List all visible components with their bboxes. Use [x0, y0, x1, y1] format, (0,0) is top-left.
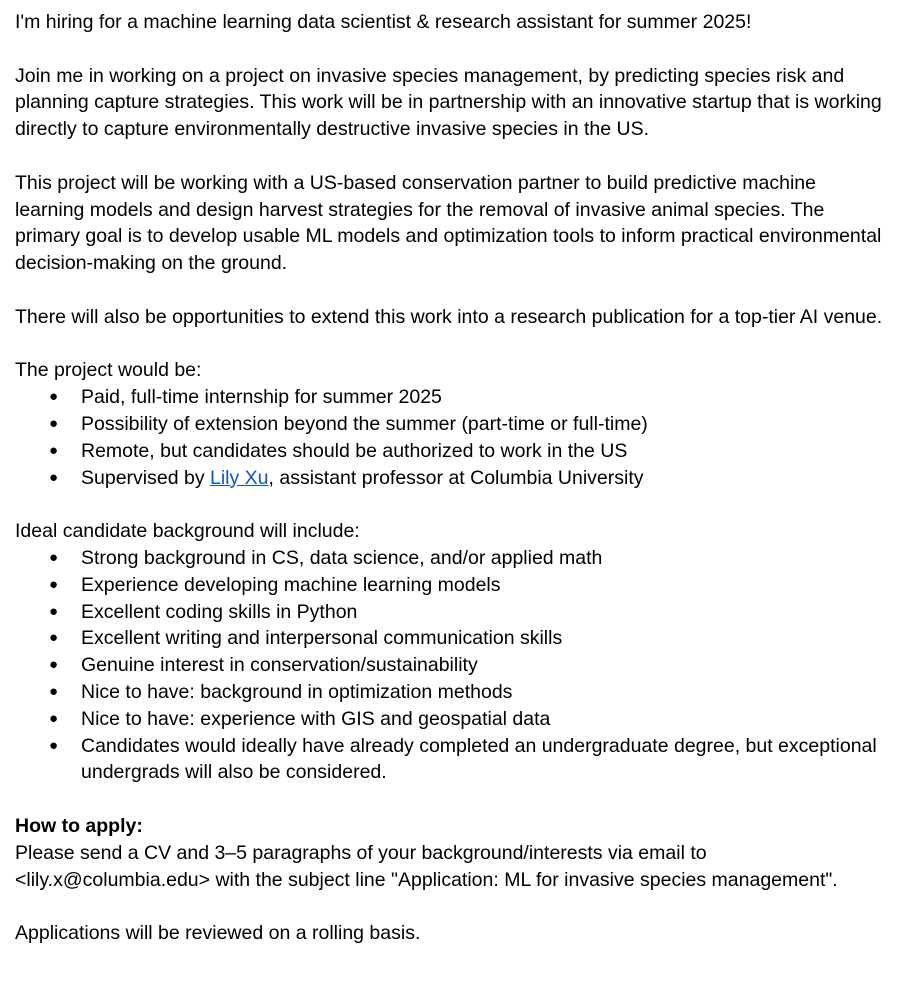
intro-text: I'm hiring for a machine learning data scientist & research assistant for summer 2025! [15, 11, 752, 33]
candidate-list-item: ● Excellent writing and interpersonal communication skills [15, 625, 887, 652]
candidate-list-item: ● Nice to have: background in optimization methods [15, 679, 887, 706]
project-list-item: ● Possibility of extension beyond the summer (part-time or full-time) [15, 411, 887, 438]
supervised-suffix: , assistant professor at Columbia University [268, 466, 644, 489]
publication-paragraph: There will also be opportunities to extend this work into a research publication for a top-tier AI venue. [15, 305, 883, 328]
closing-text: Applications will be reviewed on a rolling basis. [15, 922, 421, 945]
candidate-list-item: ● Excellent coding skills in Python [15, 599, 887, 626]
supervisor-link[interactable]: Lily Xu [210, 466, 269, 489]
paragraph-gap [15, 893, 887, 920]
candidate-list-item: ● Genuine interest in conservation/sustainability [15, 652, 887, 679]
candidate-list-item: ● Nice to have: experience with GIS and geospatial data [15, 706, 887, 733]
project-list [15, 384, 887, 491]
candidate-list-item: ● Candidates would ideally have already completed an undergraduate degree, but exceptional undergrads will also be considered. [15, 733, 887, 787]
apply-instructions-line2: <lily.x@columbia.edu> with the subject line "Application: ML for invasive species management". [15, 868, 838, 891]
project-description-paragraph: Join me in working on a project on invasive species management, by predicting species risk and planning capture strategies. This work will be in partnership with an innovative startup that is working directly to capture environmentally destructive invasive species in the US. [15, 64, 882, 141]
paragraph-gap [15, 331, 887, 358]
paragraph-gap [15, 143, 887, 170]
project-heading: The project would be: [15, 359, 202, 382]
apply-instructions-line1: Please send a CV and 3–5 paragraphs of your background/interests via email to [15, 841, 707, 864]
project-list-item-supervisor [15, 465, 887, 492]
candidate-list-item: ● Experience developing machine learning models [15, 572, 887, 599]
paragraph-gap [15, 786, 887, 813]
paragraph-gap [15, 36, 887, 63]
project-list-item: ● Paid, full-time internship for summer 2025 [15, 384, 887, 411]
candidate-list [15, 545, 887, 786]
project-list-item: ● Remote, but candidates should be authorized to work in the US [15, 438, 887, 465]
supervised-prefix: Supervised by [81, 466, 210, 489]
partnership-paragraph: This project will be working with a US-based conservation partner to build predictive machine learning models and design harvest strategies for the removal of invasive animal species. The primary goal is to develop usable ML models and optimization tools to inform practical environmental decision-making on the ground. [15, 171, 882, 275]
paragraph-gap [15, 277, 887, 304]
candidate-list-item: ● Strong background in CS, data science, and/or applied math [15, 545, 887, 572]
apply-heading: How to apply: [15, 814, 143, 837]
candidate-heading: Ideal candidate background will include: [15, 520, 360, 543]
paragraph-gap [15, 491, 887, 518]
